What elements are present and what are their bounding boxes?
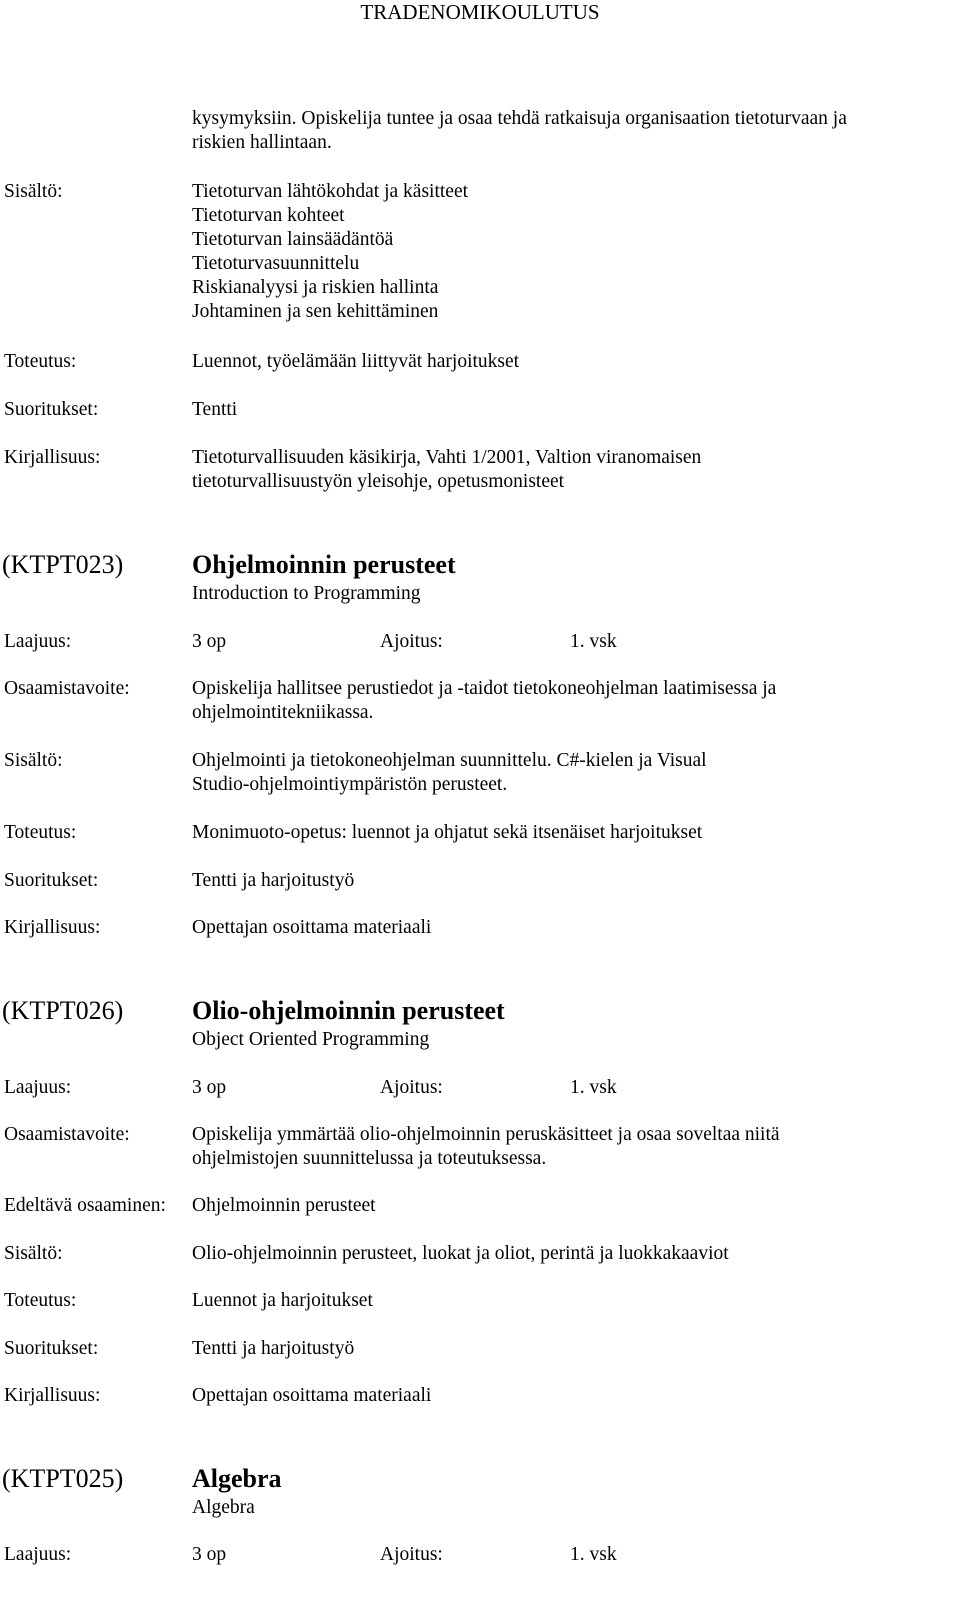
content-label: Sisältö:: [4, 181, 63, 202]
timing-value: 1. vsk: [570, 1077, 617, 1098]
content-label: Sisältö:: [4, 750, 63, 771]
implementation-value: Monimuoto-opetus: luennot ja ohjatut sekä itsenäiset harjoitukset: [192, 822, 703, 843]
literature-value: Opettajan osoittama materiaali: [192, 917, 432, 938]
prereq-label: Edeltävä osaaminen:: [4, 1195, 166, 1216]
timing-label: Ajoitus:: [380, 1077, 443, 1098]
assessment-value: Tentti: [192, 399, 238, 420]
assessment-value: Tentti ja harjoitustyö: [192, 870, 355, 891]
literature-value: Tietoturvallisuuden käsikirja, Vahti 1/2001, Valtion viranomaisen tietoturvallisuustyön yleisohje, opetusmonisteet: [192, 447, 702, 492]
implementation-value: Luennot, työelämään liittyvät harjoitukset: [192, 351, 520, 372]
scope-label: Laajuus:: [4, 1077, 72, 1098]
implementation-label: Toteutus:: [4, 822, 77, 843]
course-code: (KTPT023): [2, 550, 124, 579]
timing-value: 1. vsk: [570, 631, 617, 652]
implementation-label: Toteutus:: [4, 351, 77, 372]
goal-value: Opiskelija hallitsee perustiedot ja -taidot tietokoneohjelman laatimisessa ja ohjelmointitekniikassa.: [192, 678, 777, 723]
literature-value: Opettajan osoittama materiaali: [192, 1385, 432, 1406]
implementation-label: Toteutus:: [4, 1290, 77, 1311]
goal-value: Opiskelija ymmärtää olio-ohjelmoinnin peruskäsitteet ja osaa soveltaa niitä ohjelmistojen suunnittelussa ja toteutuksessa.: [192, 1124, 780, 1169]
assessment-label: Suoritukset:: [4, 399, 99, 420]
course-subtitle: Algebra: [192, 1497, 255, 1518]
content-value: Olio-ohjelmoinnin perusteet, luokat ja oliot, perintä ja luokkakaaviot: [192, 1243, 729, 1264]
course-subtitle: Introduction to Programming: [192, 583, 421, 604]
course-code: (KTPT025): [2, 1464, 124, 1493]
literature-label: Kirjallisuus:: [4, 917, 101, 938]
course-title: Ohjelmoinnin perusteet: [192, 550, 456, 579]
literature-label: Kirjallisuus:: [4, 1385, 101, 1406]
literature-label: Kirjallisuus:: [4, 447, 101, 468]
goal-label: Osaamistavoite:: [4, 678, 130, 699]
goal-continuation: kysymyksiin. Opiskelija tuntee ja osaa tehdä ratkaisuja organisaation tietoturvaan ja riskien hallintaan.: [192, 108, 847, 153]
scope-value: 3 op: [192, 1077, 227, 1098]
scope-value: 3 op: [192, 631, 227, 652]
implementation-value: Luennot ja harjoitukset: [192, 1290, 373, 1311]
scope-label: Laajuus:: [4, 1544, 72, 1565]
assessment-value: Tentti ja harjoitustyö: [192, 1338, 355, 1359]
timing-value: 1. vsk: [570, 1544, 617, 1565]
timing-label: Ajoitus:: [380, 1544, 443, 1565]
course-code: (KTPT026): [2, 996, 124, 1025]
content-value: Ohjelmointi ja tietokoneohjelman suunnittelu. C#-kielen ja Visual Studio-ohjelmointiympäristön perusteet.: [192, 750, 707, 795]
goal-label: Osaamistavoite:: [4, 1124, 130, 1145]
course-subtitle: Object Oriented Programming: [192, 1029, 430, 1050]
course-title: Algebra: [192, 1464, 282, 1493]
content-label: Sisältö:: [4, 1243, 63, 1264]
assessment-label: Suoritukset:: [4, 1338, 99, 1359]
scope-value: 3 op: [192, 1544, 227, 1565]
timing-label: Ajoitus:: [380, 631, 443, 652]
course-title: Olio-ohjelmoinnin perusteet: [192, 996, 505, 1025]
prereq-value: Ohjelmoinnin perusteet: [192, 1195, 376, 1216]
assessment-label: Suoritukset:: [4, 870, 99, 891]
content-list: Tietoturvan lähtökohdat ja käsitteet Tietoturvan kohteet Tietoturvan lainsäädäntöä Tietoturvasuunnittelu Riskianalyysi ja riskien hallinta Johtaminen ja sen kehittäminen: [192, 181, 469, 322]
page-header: TRADENOMIKOULUTUS: [360, 0, 600, 24]
scope-label: Laajuus:: [4, 631, 72, 652]
